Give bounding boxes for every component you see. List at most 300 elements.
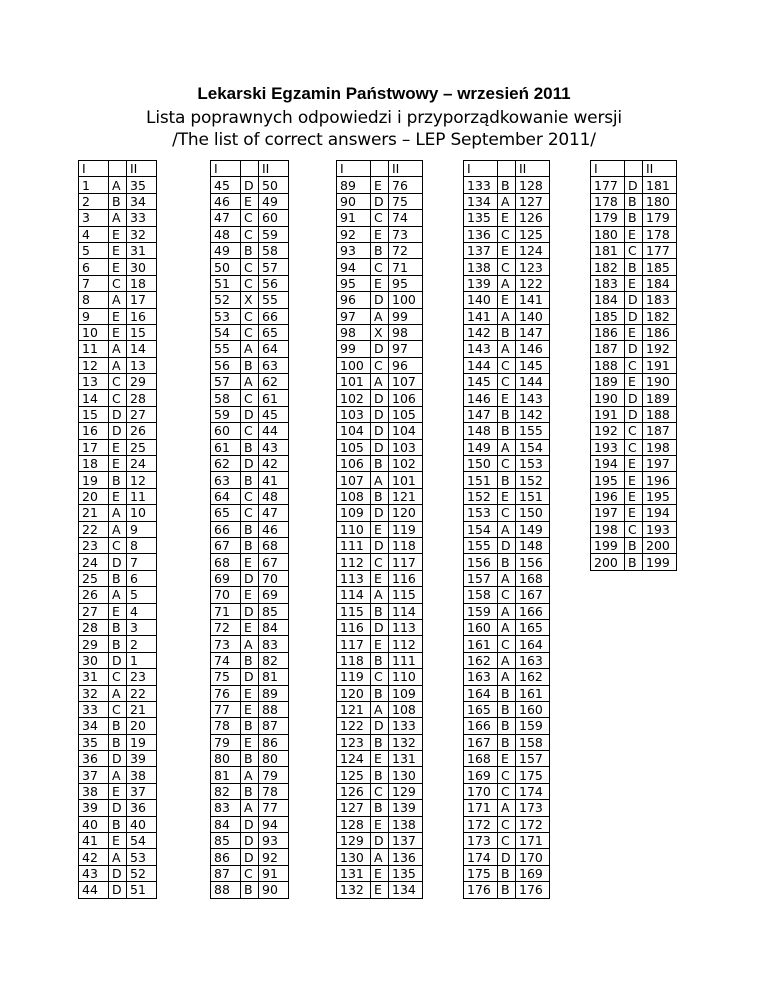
question-number-version-two: 111 [389,652,423,668]
correct-answer: E [109,603,127,619]
correct-answer: B [498,324,516,340]
table-row [464,374,550,390]
table-row [464,488,550,504]
question-number-version-two: 118 [389,537,423,553]
table-row [464,767,550,783]
question-number-version-one: 29 [79,636,109,652]
question-number-version-one: 52 [211,292,241,308]
correct-answer: A [371,701,389,717]
correct-answer: E [625,374,643,390]
question-number-version-one: 156 [464,554,498,570]
question-number-version-one: 80 [211,751,241,767]
question-number-version-two: 1 [127,652,157,668]
table-header-row [211,161,289,177]
question-number-version-two: 69 [259,587,289,603]
table-header-row [591,161,677,177]
question-number-version-one: 43 [79,865,109,881]
table-row [79,751,157,767]
question-number-version-one: 57 [211,374,241,390]
correct-answer: D [109,406,127,422]
correct-answer: B [498,882,516,898]
table-row [211,374,289,390]
correct-answer: C [241,505,259,521]
question-number-version-one: 161 [464,636,498,652]
question-number-version-two: 131 [389,751,423,767]
question-number-version-two: 96 [389,357,423,373]
question-number-version-two: 66 [259,308,289,324]
question-number-version-one: 35 [79,734,109,750]
correct-answer: C [241,488,259,504]
question-number-version-one: 31 [79,669,109,685]
question-number-version-two: 50 [259,177,289,193]
question-number-version-one: 6 [79,259,109,275]
table-row [211,456,289,472]
table-row [591,390,677,406]
question-number-version-one: 82 [211,783,241,799]
question-number-version-one: 125 [337,767,371,783]
question-number-version-one: 162 [464,652,498,668]
question-number-version-two: 191 [643,357,677,373]
table-row [591,324,677,340]
table-row [211,324,289,340]
table-row [211,734,289,750]
question-number-version-two: 102 [389,456,423,472]
table-row [337,292,423,308]
question-number-version-two: 139 [389,800,423,816]
table-row [337,439,423,455]
table-row [464,669,550,685]
table-row [337,210,423,226]
correct-answer: E [241,193,259,209]
question-number-version-one: 195 [591,472,625,488]
table-row [79,488,157,504]
question-number-version-one: 114 [337,587,371,603]
table-row [464,701,550,717]
question-number-version-one: 48 [211,226,241,242]
correct-answer: A [498,619,516,635]
answer-table-5 [590,160,677,571]
question-number-version-two: 80 [259,751,289,767]
correct-answer: B [109,570,127,586]
question-number-version-one: 123 [337,734,371,750]
correct-answer: D [371,505,389,521]
question-number-version-two: 151 [516,488,550,504]
question-number-version-one: 40 [79,816,109,832]
question-number-version-one: 144 [464,357,498,373]
table-row [337,406,423,422]
table-row [591,505,677,521]
correct-answer: D [109,882,127,898]
question-number-version-one: 58 [211,390,241,406]
question-number-version-one: 129 [337,833,371,849]
question-number-version-one: 107 [337,472,371,488]
question-number-version-one: 109 [337,505,371,521]
question-number-version-two: 123 [516,259,550,275]
correct-answer: C [109,390,127,406]
table-row [79,292,157,308]
correct-answer: B [109,718,127,734]
correct-answer: A [371,374,389,390]
table-row [79,619,157,635]
question-number-version-one: 85 [211,833,241,849]
question-number-version-one: 189 [591,374,625,390]
question-number-version-two: 113 [389,619,423,635]
correct-answer: C [625,423,643,439]
table-row [337,783,423,799]
question-number-version-one: 120 [337,685,371,701]
table-row [464,406,550,422]
question-number-version-two: 54 [127,833,157,849]
question-number-version-one: 7 [79,275,109,291]
table-row [337,865,423,881]
question-number-version-two: 35 [127,177,157,193]
question-number-version-two: 7 [127,554,157,570]
correct-answer: A [241,636,259,652]
question-number-version-two: 193 [643,521,677,537]
table-row [464,570,550,586]
table-row [337,193,423,209]
correct-answer: E [371,882,389,898]
correct-answer: B [241,652,259,668]
question-number-version-two: 31 [127,242,157,258]
question-number-version-two: 143 [516,390,550,406]
question-number-version-one: 103 [337,406,371,422]
correct-answer: A [498,341,516,357]
correct-answer: C [498,505,516,521]
question-number-version-two: 125 [516,226,550,242]
question-number-version-two: 43 [259,439,289,455]
question-number-version-two: 178 [643,226,677,242]
table-row [591,177,677,193]
question-number-version-two: 137 [389,833,423,849]
table-row [464,833,550,849]
question-number-version-one: 118 [337,652,371,668]
question-number-version-two: 6 [127,570,157,586]
question-number-version-two: 115 [389,587,423,603]
table-row [591,537,677,553]
question-number-version-one: 155 [464,537,498,553]
question-number-version-two: 41 [259,472,289,488]
table-row [337,685,423,701]
correct-answer: D [371,423,389,439]
table-row [79,554,157,570]
table-row [591,521,677,537]
question-number-version-one: 113 [337,570,371,586]
question-number-version-one: 149 [464,439,498,455]
table-row [79,603,157,619]
table-row [79,669,157,685]
correct-answer: A [498,439,516,455]
question-number-version-two: 107 [389,374,423,390]
question-number-version-one: 68 [211,554,241,570]
correct-answer: E [625,456,643,472]
question-number-version-two: 175 [516,767,550,783]
question-number-version-two: 179 [643,210,677,226]
question-number-version-two: 100 [389,292,423,308]
question-number-version-one: 136 [464,226,498,242]
correct-answer: C [625,439,643,455]
correct-answer: D [625,177,643,193]
question-number-version-two: 152 [516,472,550,488]
question-number-version-one: 172 [464,816,498,832]
question-number-version-two: 88 [259,701,289,717]
question-number-version-one: 150 [464,456,498,472]
question-number-version-two: 40 [127,816,157,832]
table-row [79,767,157,783]
question-number-version-one: 94 [337,259,371,275]
correct-answer: D [371,537,389,553]
table-row [464,751,550,767]
question-number-version-two: 146 [516,341,550,357]
correct-answer: B [498,177,516,193]
table-header-row [337,161,423,177]
table-row [337,636,423,652]
question-number-version-one: 145 [464,374,498,390]
table-row [337,324,423,340]
question-number-version-two: 18 [127,275,157,291]
question-number-version-one: 181 [591,242,625,258]
correct-answer: D [241,406,259,422]
correct-answer: E [241,554,259,570]
question-number-version-one: 50 [211,259,241,275]
question-number-version-two: 135 [389,865,423,881]
question-number-version-one: 133 [464,177,498,193]
correct-answer: B [241,242,259,258]
correct-answer: B [371,652,389,668]
question-number-version-one: 184 [591,292,625,308]
table-row [211,833,289,849]
question-number-version-two: 25 [127,439,157,455]
question-number-version-two: 172 [516,816,550,832]
question-number-version-two: 127 [516,193,550,209]
question-number-version-one: 63 [211,472,241,488]
question-number-version-one: 115 [337,603,371,619]
table-row [464,882,550,898]
correct-answer: E [109,324,127,340]
question-number-version-two: 77 [259,800,289,816]
correct-answer: B [498,685,516,701]
version-two-header: II [259,161,289,177]
table-row [79,685,157,701]
question-number-version-two: 156 [516,554,550,570]
question-number-version-two: 170 [516,849,550,865]
question-number-version-two: 138 [389,816,423,832]
table-row [211,210,289,226]
question-number-version-two: 163 [516,652,550,668]
question-number-version-two: 97 [389,341,423,357]
question-number-version-two: 78 [259,783,289,799]
question-number-version-two: 147 [516,324,550,340]
question-number-version-one: 142 [464,324,498,340]
question-number-version-one: 74 [211,652,241,668]
correct-answer: E [109,259,127,275]
question-number-version-two: 68 [259,537,289,553]
table-row [211,308,289,324]
correct-answer: D [241,816,259,832]
table-row [211,488,289,504]
question-number-version-two: 150 [516,505,550,521]
question-number-version-one: 91 [337,210,371,226]
table-row [464,636,550,652]
correct-answer: E [371,177,389,193]
correct-answer: A [371,587,389,603]
question-number-version-one: 33 [79,701,109,717]
question-number-version-one: 78 [211,718,241,734]
correct-answer: X [241,292,259,308]
table-row [591,423,677,439]
question-number-version-one: 16 [79,423,109,439]
table-row [337,833,423,849]
table-row [79,734,157,750]
question-number-version-two: 168 [516,570,550,586]
question-number-version-two: 142 [516,406,550,422]
table-row [211,292,289,308]
correct-answer: B [498,472,516,488]
question-number-version-two: 11 [127,488,157,504]
question-number-version-two: 76 [389,177,423,193]
question-number-version-one: 69 [211,570,241,586]
table-row [79,652,157,668]
table-row [464,619,550,635]
table-row [591,292,677,308]
question-number-version-two: 185 [643,259,677,275]
table-row [79,275,157,291]
table-row [79,341,157,357]
table-row [464,242,550,258]
correct-answer: C [371,259,389,275]
question-number-version-two: 154 [516,439,550,455]
question-number-version-two: 173 [516,800,550,816]
question-number-version-two: 180 [643,193,677,209]
correct-answer: A [498,800,516,816]
table-row [464,259,550,275]
table-row [464,685,550,701]
question-number-version-one: 112 [337,554,371,570]
question-number-version-two: 104 [389,423,423,439]
question-number-version-two: 94 [259,816,289,832]
table-row [464,505,550,521]
question-number-version-one: 193 [591,439,625,455]
question-number-version-one: 100 [337,357,371,373]
table-row [591,242,677,258]
question-number-version-one: 180 [591,226,625,242]
question-number-version-two: 14 [127,341,157,357]
question-number-version-two: 33 [127,210,157,226]
question-number-version-one: 126 [337,783,371,799]
table-row [337,587,423,603]
question-number-version-one: 4 [79,226,109,242]
question-number-version-one: 167 [464,734,498,750]
question-number-version-two: 189 [643,390,677,406]
correct-answer: B [241,718,259,734]
correct-answer: A [109,587,127,603]
correct-answer: D [241,570,259,586]
correct-answer: C [371,669,389,685]
table-row [464,177,550,193]
table-row [211,341,289,357]
table-row [337,423,423,439]
correct-answer: E [371,751,389,767]
table-row [211,882,289,898]
question-number-version-one: 59 [211,406,241,422]
question-number-version-one: 141 [464,308,498,324]
version-two-header: II [389,161,423,177]
question-number-version-two: 130 [389,767,423,783]
question-number-version-one: 124 [337,751,371,767]
question-number-version-two: 26 [127,423,157,439]
table-row [79,390,157,406]
question-number-version-one: 90 [337,193,371,209]
question-number-version-two: 30 [127,259,157,275]
table-row [211,603,289,619]
correct-answer: A [109,767,127,783]
correct-answer: C [498,767,516,783]
question-number-version-one: 197 [591,505,625,521]
question-number-version-two: 93 [259,833,289,849]
question-number-version-one: 188 [591,357,625,373]
correct-answer: C [109,374,127,390]
question-number-version-one: 152 [464,488,498,504]
correct-answer: C [498,816,516,832]
correct-answer: A [109,685,127,701]
table-row [79,226,157,242]
correct-answer: E [371,816,389,832]
question-number-version-two: 114 [389,603,423,619]
question-number-version-two: 197 [643,456,677,472]
correct-answer: D [625,341,643,357]
question-number-version-two: 27 [127,406,157,422]
table-row [591,554,677,570]
correct-answer: E [625,275,643,291]
table-row [79,406,157,422]
correct-answer: E [498,488,516,504]
correct-answer: A [498,193,516,209]
table-row [79,783,157,799]
page-subtitle: Lista poprawnych odpowiedzi i przyporządkowanie wersji [146,108,622,128]
question-number-version-one: 138 [464,259,498,275]
correct-answer: B [371,800,389,816]
correct-answer: D [371,341,389,357]
correct-answer: D [241,833,259,849]
correct-answer: E [109,783,127,799]
table-row [337,456,423,472]
correct-answer: E [109,242,127,258]
question-number-version-one: 147 [464,406,498,422]
version-two-header: II [643,161,677,177]
table-row [211,259,289,275]
question-number-version-two: 184 [643,275,677,291]
table-row [337,701,423,717]
question-number-version-one: 168 [464,751,498,767]
question-number-version-two: 60 [259,210,289,226]
question-number-version-two: 74 [389,210,423,226]
table-row [337,537,423,553]
question-number-version-two: 34 [127,193,157,209]
question-number-version-two: 38 [127,767,157,783]
table-row [464,226,550,242]
correct-answer: C [371,210,389,226]
question-number-version-two: 159 [516,718,550,734]
question-number-version-one: 41 [79,833,109,849]
question-number-version-two: 136 [389,849,423,865]
question-number-version-one: 38 [79,783,109,799]
table-row [211,275,289,291]
question-number-version-two: 103 [389,439,423,455]
correct-answer: E [625,226,643,242]
correct-answer: C [109,701,127,717]
question-number-version-one: 163 [464,669,498,685]
question-number-version-one: 19 [79,472,109,488]
